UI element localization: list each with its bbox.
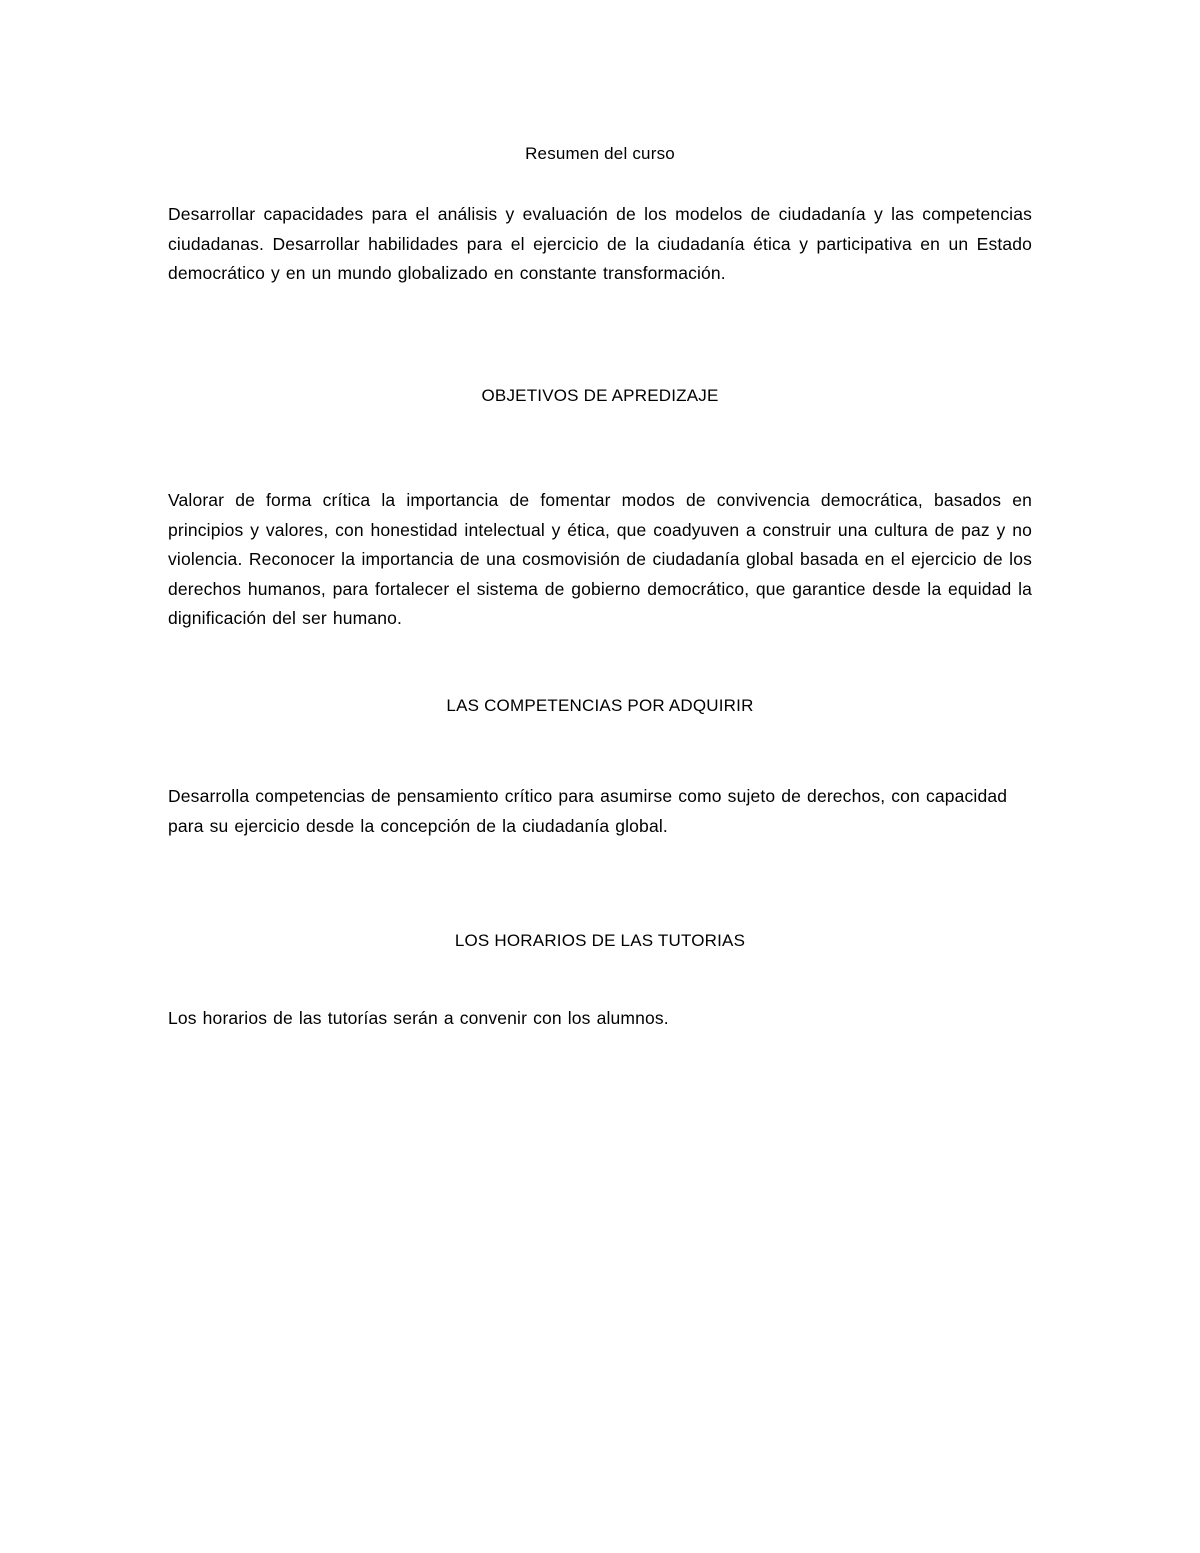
- summary-paragraph: Desarrollar capacidades para el análisis y evaluación de los modelos de ciudadanía y las competencias ciudadanas. Desarrollar habilidades para el ejercicio de la ciudadanía ética y participativa en un Estado democrático y en un mundo globalizado en constante transformación.: [168, 204, 1032, 283]
- summary-heading: Resumen del curso: [525, 144, 675, 163]
- objectives-paragraph: Valorar de forma crítica la importancia de fomentar modos de convivencia democrática, basados en principios y valores, con honestidad intelectual y ética, que coadyuven a construir una cultura de paz y no violencia. Reconocer la importancia de una cosmovisión de ciudadanía global basada en el ejercicio de los derechos humanos, para fortalecer el sistema de gobierno democrático, que garantice desde la equidad la dignificación del ser humano.: [168, 490, 1032, 628]
- objectives-heading: OBJETIVOS DE APREDIZAJE: [481, 386, 719, 405]
- tutoring-paragraph: Los horarios de las tutorías serán a convenir con los alumnos.: [168, 1008, 669, 1028]
- competencies-paragraph: Desarrolla competencias de pensamiento crítico para asumirse como sujeto de derechos, con capacidad para su ejercicio desde la concepción de la ciudadanía global.: [168, 786, 1008, 836]
- tutoring-heading: LOS HORARIOS DE LAS TUTORIAS: [454, 931, 746, 950]
- competencies-heading: LAS COMPETENCIAS POR ADQUIRIR: [446, 696, 754, 715]
